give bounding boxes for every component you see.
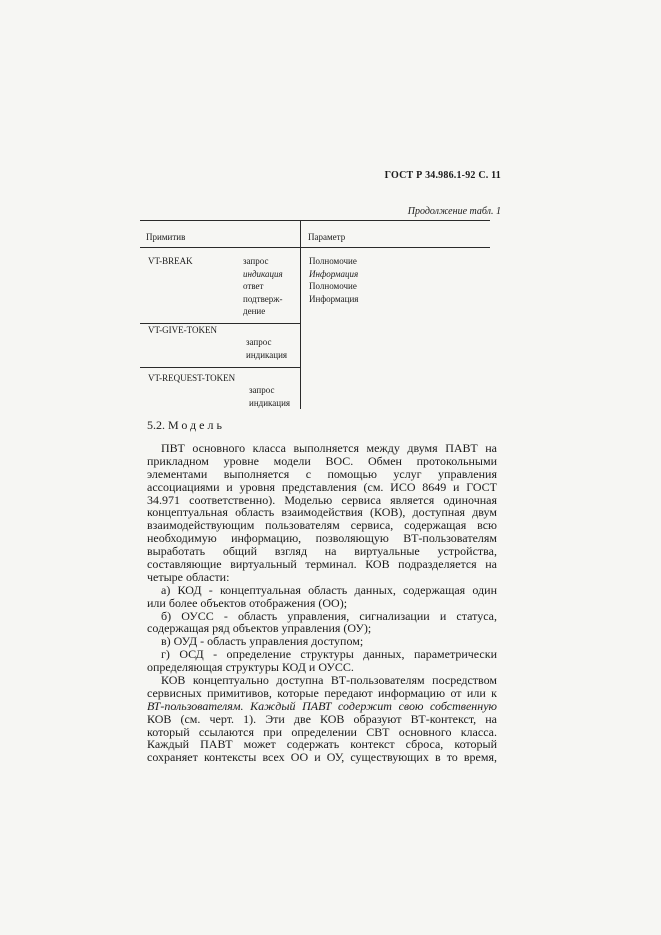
subtype-label: ответ — [243, 281, 264, 291]
text-line: 34.971 соответственно). Моделью сервиса является одиночная — [147, 492, 497, 507]
areas-list — [147, 584, 497, 674]
subtype-label: индикация — [249, 397, 291, 408]
column-header-primitive: Примитив — [146, 232, 186, 242]
subtype-label: запрос — [249, 385, 275, 395]
text-line: составляющие виртуальный терминал. КОВ подразделяется на — [147, 557, 497, 572]
subtype-label: подтверж- — [243, 293, 283, 304]
parameter-label: Информация — [309, 293, 359, 304]
primitive-subtypes — [246, 336, 287, 361]
primitive-name: VT-REQUEST-TOKEN — [148, 373, 236, 383]
row-separator — [140, 367, 301, 368]
text-line: четыре области: — [147, 569, 230, 584]
list-item-line: г) ОСД - определение структуры данных, параметрически — [161, 647, 497, 662]
text-line: КОВ концептуально доступна ВТ-пользователям посредством — [161, 673, 497, 688]
text-line: сохраняет контексты всех ОО и ОУ, существующих в то время, — [147, 750, 497, 765]
text-line: КОВ (см. черт. 1). Эти две КОВ образуют ВТ-контекст, на — [147, 711, 497, 726]
primitive-name: VT-GIVE-TOKEN — [148, 325, 217, 335]
table-top-border — [140, 220, 490, 221]
section-heading — [147, 418, 497, 434]
section-number: 5.2. — [147, 418, 165, 432]
text-line: ассоциациями и уровня представления (см. ИСО 8649 и ГОСТ — [147, 479, 497, 494]
list-item-line: в) ОУД - область управления доступом; — [161, 634, 364, 649]
parameter-label: Информация — [309, 268, 359, 279]
text-line: выработать общий взгляд на виртуальные устройства, — [147, 544, 497, 559]
subtype-label: индикация — [246, 349, 288, 360]
text-line: концептуальная область взаимодействия (КОВ), доступная двум — [147, 505, 497, 520]
body-text — [147, 418, 497, 764]
primitives-table — [140, 220, 490, 409]
list-item-line: или более объектов отображения (ОО); — [147, 595, 348, 610]
text-line: элементами выполняется с помощью услуг управления — [147, 466, 497, 481]
primitive-subtypes — [249, 384, 290, 409]
list-item-line: б) ОУСС - область управления, сигнализации и статуса, — [161, 608, 497, 623]
parameter-label: Полномочие — [309, 256, 357, 266]
primitive-subtypes — [243, 255, 283, 318]
table-continuation-caption: Продолжение табл. 1 — [407, 206, 501, 217]
subtype-label: запрос — [246, 337, 272, 347]
section-title: Модель — [168, 418, 225, 432]
primitive-parameters — [309, 255, 358, 305]
paragraph-context — [147, 674, 497, 764]
text-line: взаимодействующим пользователям сервиса, содержащая всю — [147, 518, 497, 533]
table-header-separator — [140, 247, 490, 248]
text-line: который ссылаются при определении СВТ основного класса. — [147, 724, 497, 739]
paragraph-model-description — [147, 442, 497, 584]
column-separator — [300, 220, 301, 409]
subtype-label: индикация — [243, 268, 283, 279]
list-item-line: определяющая структуры КОД и ОУСС. — [147, 660, 354, 675]
text-line: сервисных примитивов, которые передают информацию от или к — [147, 685, 497, 700]
text-line: ПВТ основного класса выполняется между двумя ПАВТ на — [161, 441, 497, 455]
text-line: Каждый ПАВТ может содержать контекст сброса, который — [147, 737, 497, 752]
list-item-line: а) КОД - концептуальная область данных, содержащая один — [161, 582, 497, 597]
parameter-label: Полномочие — [309, 281, 357, 291]
subtype-label: запрос — [243, 256, 269, 266]
page-header: ГОСТ Р 34.986.1-92 С. 11 — [384, 170, 501, 181]
text-line: необходимую информацию, позволяющую ВТ-пользователям — [147, 531, 497, 546]
text-line: ВТ-пользователям. Каждый ПАВТ содержит свою собственную — [147, 698, 497, 713]
text-line: прикладном уровне модели ВОС. Обмен протокольными — [147, 453, 497, 468]
primitive-name: VT-BREAK — [148, 256, 193, 266]
subtype-label: дение — [243, 306, 266, 316]
column-header-parameter: Параметр — [308, 232, 346, 242]
list-item-line: содержащая ряд объектов управления (ОУ); — [147, 621, 372, 636]
